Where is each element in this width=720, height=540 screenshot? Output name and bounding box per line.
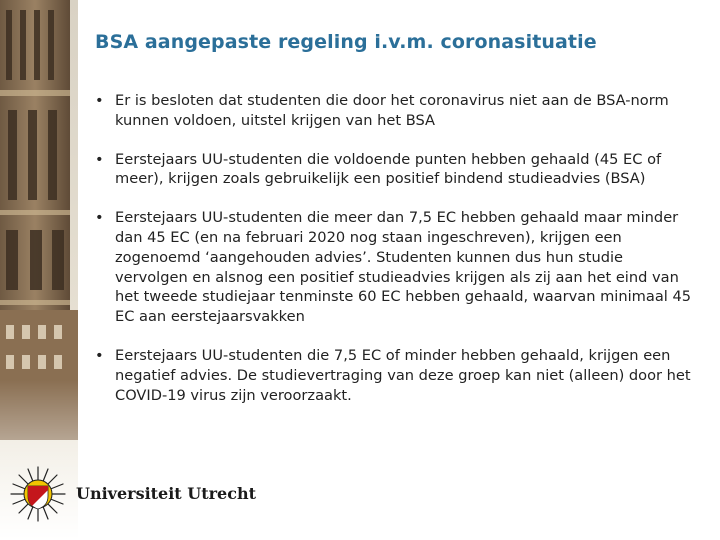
bullet-item-negatief bbox=[95, 346, 695, 405]
bullet-dot: • bbox=[95, 209, 104, 227]
bullet-dot: • bbox=[95, 92, 104, 109]
bullet-text: Er is besloten dat studenten die door het coronavirus niet aan de BSA-norm kunnen voldoen, uitstel krijgen van het BSA bbox=[115, 92, 669, 129]
university-logo bbox=[8, 466, 268, 522]
bullet-text: Eerstejaars UU-studenten die meer dan 7,5 EC hebben gehaald maar minder dan 45 EC (en na februari 2020 nog staan ingeschreven), krijgen een zogenoemd ‘aangehouden advies’. Studenten kunnen dus hun studie vervolgen en alsnog een positief studieadvies krijgen als zij aan het eind van het tweede studiejaar tenminste 60 EC hebben gehaald, waarvan minimaal 45 EC aan eerstejaarsvakken bbox=[115, 209, 692, 326]
dom-tower-photo bbox=[0, 0, 78, 540]
bullet-text: Eerstejaars UU-studenten die voldoende punten hebben gehaald (45 EC of meer), krijgen zoals gebruikelijk een positief bindend studieadvies (BSA) bbox=[115, 150, 662, 188]
bullet-list bbox=[95, 91, 695, 405]
bullet-dot: • bbox=[95, 346, 104, 364]
university-name: Universiteit Utrecht bbox=[76, 484, 256, 503]
bullet-item-positief bbox=[95, 150, 695, 190]
slide-title: BSA aangepaste regeling i.v.m. coronasituatie bbox=[95, 31, 597, 53]
sun-seal-icon bbox=[8, 466, 68, 522]
bullet-dot: • bbox=[95, 150, 104, 168]
bullet-text: Eerstejaars UU-studenten die 7,5 EC of minder hebben gehaald, krijgen een negatief advies. De studievertraging van deze groep kan niet (alleen) door het COVID-19 virus zijn veroorzaakt. bbox=[115, 346, 691, 404]
bullet-item-aangehouden bbox=[95, 208, 695, 327]
bullet-item-uitstel bbox=[95, 91, 695, 131]
